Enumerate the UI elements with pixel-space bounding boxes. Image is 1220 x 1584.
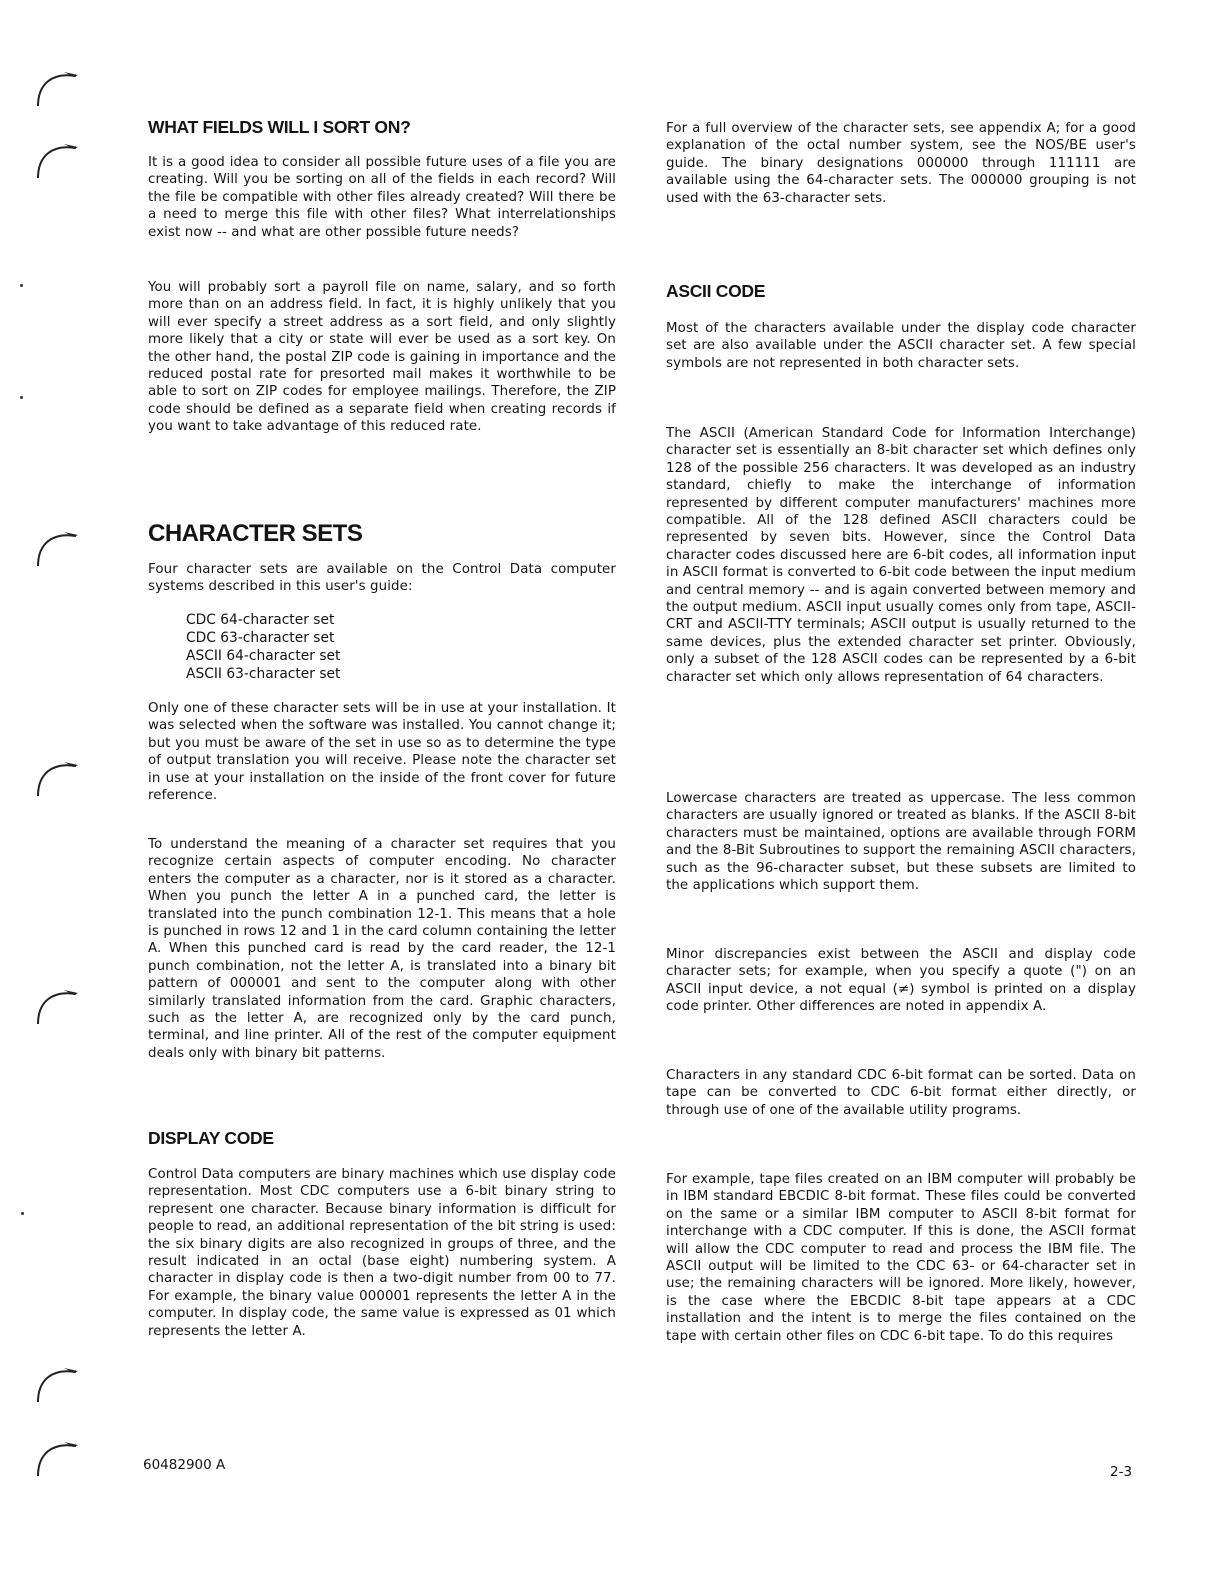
scan-speck — [21, 1212, 24, 1215]
paragraph: Minor discrepancies exist between the ASCII and display code character sets; for example, when you specify a quote (") on an ASCII input device, a not equal (≠) symbol is printed on a display code printer. Other differences are noted in appendix A. — [666, 947, 1136, 1015]
list-item: CDC 64-character set — [186, 612, 335, 628]
paragraph: To understand the meaning of a character set requires that you recognize certain aspects of computer encoding. No character enters the computer as a character, nor is it stored as a character. When you punch the letter A in a punched card, the letter is translated into the punch combination 12-1. This means that a hole is punched in rows 12 and 1 in the card column containing the letter A. When this punched card is read by the card reader, the 12-1 punch combination, not the letter A, is translated into a binary bit pattern of 000001 and sent to the computer along with other similarly translated information from the card. Graphic characters, such as the letter A, are recognized only by the card punch, terminal, and line printer. All of the rest of the computer equipment deals only with binary bit patterns. — [148, 837, 616, 1061]
punch-hole-mark — [34, 526, 80, 572]
heading-display-code: DISPLAY CODE — [148, 1128, 274, 1148]
paragraph: Four character sets are available on the Control Data computer systems described in this user's guide: — [148, 562, 616, 595]
scan-speck — [20, 284, 23, 287]
list-item: ASCII 64-character set — [186, 648, 341, 664]
character-set-list — [186, 611, 616, 683]
paragraph: The ASCII (American Standard Code for Information Interchange) character set is essentially an 8-bit character set which defines only 128 of the possible 256 characters. It was developed as an industry standard, chiefly to make the interchange of information represented by different computer manufacturers' machines more compatible. All of the 128 defined ASCII characters could be represented by seven bits. However, since the Control Data character codes discussed here are 6-bit codes, all information input in ASCII format is converted to 6-bit code between the input medium and central memory -- and is again converted between memory and the output medium. ASCII input usually comes only from tape, ASCII-CRT and ASCII-TTY terminals; ASCII output is usually returned to the same devices, plus the extended character set printer. Obviously, only a subset of the 128 ASCII codes can be represented by a 6-bit character set which only allows representation of 64 characters. — [666, 426, 1136, 685]
paragraph: Control Data computers are binary machines which use display code representation. Most CDC computers use a 6-bit binary string to represent one character. Because binary information is difficult for people to read, an additional representation of the bit string is used: the six binary digits are also recognized in groups of three, and the result indicated in an octal (base eight) numbering system. A character in display code is then a two-digit number from 00 to 77. For example, the binary value 000001 represents the letter A in the computer. In display code, the same value is expressed as 01 which represents the letter A. — [148, 1167, 616, 1339]
heading-ascii-code: ASCII CODE — [666, 281, 766, 301]
punch-hole-mark — [34, 1436, 80, 1482]
punch-hole-mark — [34, 138, 80, 184]
paragraph: For a full overview of the character sets, see appendix A; for a good explanation of the octal number system, see the NOS/BE user's guide. The binary designations 000000 through 111111 are available using the 64-character sets. The 000000 grouping is not used with the 63-character sets. — [666, 121, 1136, 206]
punch-hole-mark — [34, 1362, 80, 1408]
paragraph: Only one of these character sets will be in use at your installation. It was selected when the software was installed. You cannot change it; but you must be aware of the set in use so as to determine the type of output translation you will receive. Please note the character set in use at your installation on the inside of the front cover for future reference. — [148, 701, 616, 804]
list-item: ASCII 63-character set — [186, 666, 341, 682]
paragraph: You will probably sort a payroll file on name, salary, and so forth more than on an address field. In fact, it is highly unlikely that you will ever specify a street address as a sort field, and only slightly more likely that a city or state will ever be used as a sort key. On the other hand, the postal ZIP code is gaining in importance and the reduced postal rate for presorted mail makes it worthwhile to be able to sort on ZIP codes for employee mailings. Therefore, the ZIP code should be defined as a separate field when creating records if you want to take advantage of this reduced rate. — [148, 280, 616, 435]
punch-hole-mark — [34, 984, 80, 1030]
paragraph: For example, tape files created on an IBM computer will probably be in IBM standard EBCDIC 8-bit format. These files could be converted on the same or a similar IBM computer to ASCII 8-bit format for interchange with a CDC computer. If this is done, the ASCII format will allow the CDC computer to read and process the IBM file. The ASCII output will be limited to the CDC 63- or 64-character set in use; the remaining characters will be ignored. More likely, however, is the case where the EBCDIC 8-bit tape appears at a CDC installation and the intent is to merge the files contained on the tape with certain other files on CDC 6-bit tape. To do this requires — [666, 1172, 1136, 1344]
page-number: 2-3 — [1110, 1464, 1133, 1480]
scan-speck — [20, 396, 23, 399]
paragraph: Characters in any standard CDC 6-bit format can be sorted. Data on tape can be converted to CDC 6-bit format either directly, or through use of one of the available utility programs. — [666, 1068, 1136, 1118]
paragraph: It is a good idea to consider all possible future uses of a file you are creating. Will you be sorting on all of the fields in each record? Will the file be compatible with other files already created? Will there be a need to merge this file with other files? What interrelationships exist now -- and what are other possible future needs? — [148, 155, 616, 240]
heading-what-fields: WHAT FIELDS WILL I SORT ON? — [148, 117, 411, 137]
paragraph: Lowercase characters are treated as uppercase. The less common characters are usually ignored or treated as blanks. If the ASCII 8-bit characters must be maintained, options are available through FORM and the 8-Bit Subroutines to support the remaining ASCII characters, such as the 96-character subset, but these subsets are limited to the applications which support them. — [666, 791, 1136, 894]
document-number: 60482900 A — [143, 1457, 226, 1473]
punch-hole-mark — [34, 66, 80, 112]
punch-hole-mark — [34, 756, 80, 802]
paragraph: Most of the characters available under the display code character set are also available under the ASCII character set. A few special symbols are not represented in both character sets. — [666, 321, 1136, 371]
list-item: CDC 63-character set — [186, 630, 335, 646]
heading-character-sets: CHARACTER SETS — [148, 520, 363, 547]
